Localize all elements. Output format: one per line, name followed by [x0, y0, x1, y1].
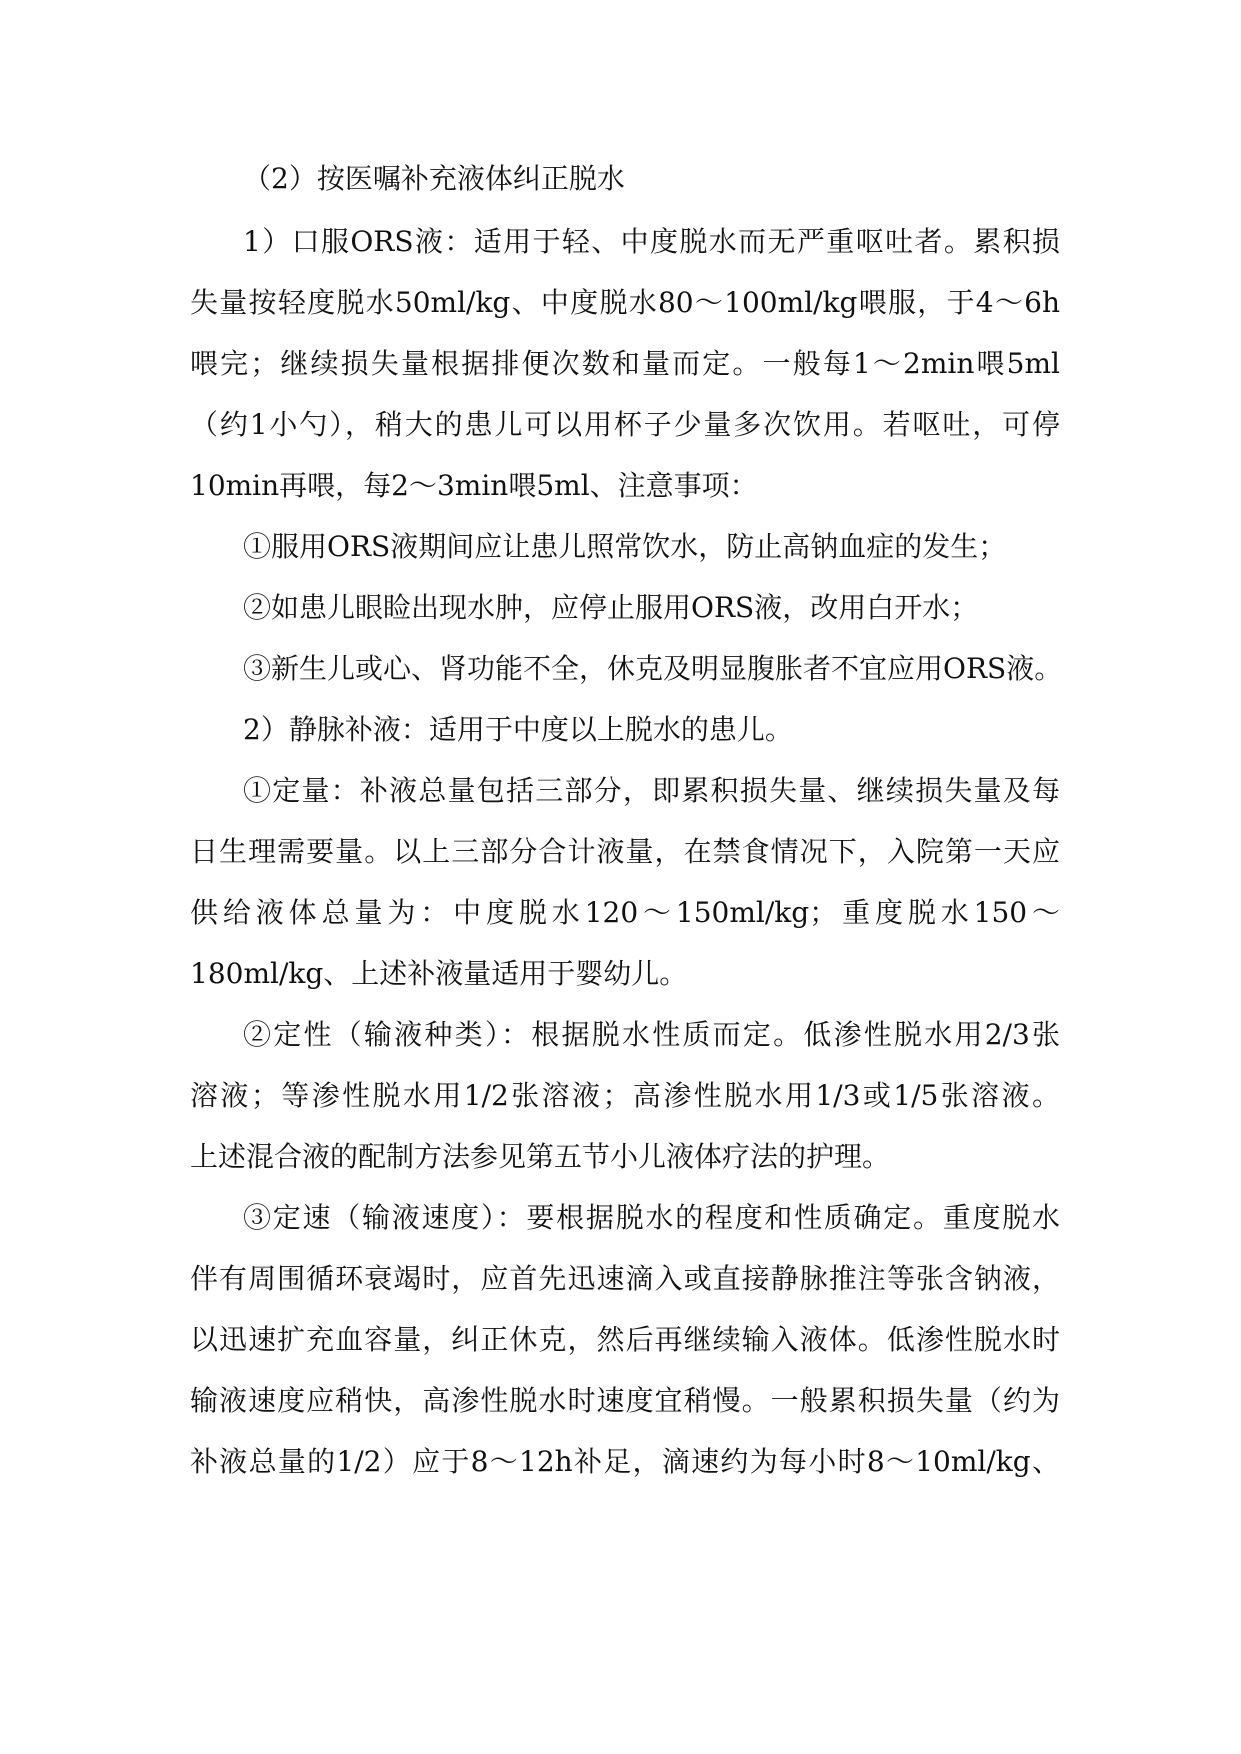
paragraph-line: 喂完；继续损失量根据排便次数和量而定。一般每1～2min喂5ml: [190, 347, 1060, 380]
paragraph-line: 180ml/kg、上述补液量适用于婴幼儿。: [190, 957, 688, 990]
paragraph-line: 以迅速扩充血容量，纠正休克，然后再继续输入液体。低渗性脱水时: [190, 1323, 1060, 1356]
list-item: ③新生儿或心、肾功能不全，休克及明显腹胀者不宜应用ORS液。: [243, 652, 1063, 685]
paragraph-line: 日生理需要量。以上三部分合计液量，在禁食情况下，入院第一天应: [190, 835, 1060, 868]
list-item: ②如患儿眼睑出现水肿，应停止服用ORS液，改用白开水；: [243, 591, 979, 624]
paragraph-line: 输液速度应稍快，高渗性脱水时速度宜稍慢。一般累积损失量（约为: [190, 1384, 1060, 1417]
paragraph-line: ③定速（输液速度）：要根据脱水的程度和性质确定。重度脱水: [243, 1201, 1060, 1234]
paragraph-line: 10min再喂，每2～3min喂5ml、注意事项：: [190, 469, 758, 502]
paragraph-line: 失量按轻度脱水50ml/kg、中度脱水80～100ml/kg喂服，于4～6h: [190, 286, 1060, 319]
paragraph-line: （约1小勺），稍大的患儿可以用杯子少量多次饮用。若呕吐，可停: [190, 408, 1060, 441]
paragraph-line: ①定量：补液总量包括三部分，即累积损失量、继续损失量及每: [243, 774, 1060, 807]
paragraph-line: 1）口服ORS液：适用于轻、中度脱水而无严重呕吐者。累积损: [243, 225, 1060, 258]
subsection-heading: 2）静脉补液：适用于中度以上脱水的患儿。: [243, 713, 793, 746]
section-heading: （2）按医嘱补充液体纠正脱水: [243, 162, 625, 195]
paragraph-line: 溶液；等渗性脱水用1/2张溶液；高渗性脱水用1/3或1/5张溶液。: [190, 1079, 1060, 1112]
paragraph-line: ②定性（输液种类）：根据脱水性质而定。低渗性脱水用2/3张: [243, 1018, 1060, 1051]
paragraph-line: 供给液体总量为：中度脱水120～150ml/kg；重度脱水150～: [190, 896, 1060, 929]
paragraph-line: 上述混合液的配制方法参见第五节小儿液体疗法的护理。: [190, 1140, 891, 1173]
paragraph-line: 补液总量的1/2）应于8～12h补足，滴速约为每小时8～10ml/kg、: [190, 1445, 1060, 1478]
list-item: ①服用ORS液期间应让患儿照常饮水，防止高钠血症的发生；: [243, 530, 1007, 563]
paragraph-line: 伴有周围循环衰竭时，应首先迅速滴入或直接静脉推注等张含钠液，: [190, 1262, 1060, 1295]
